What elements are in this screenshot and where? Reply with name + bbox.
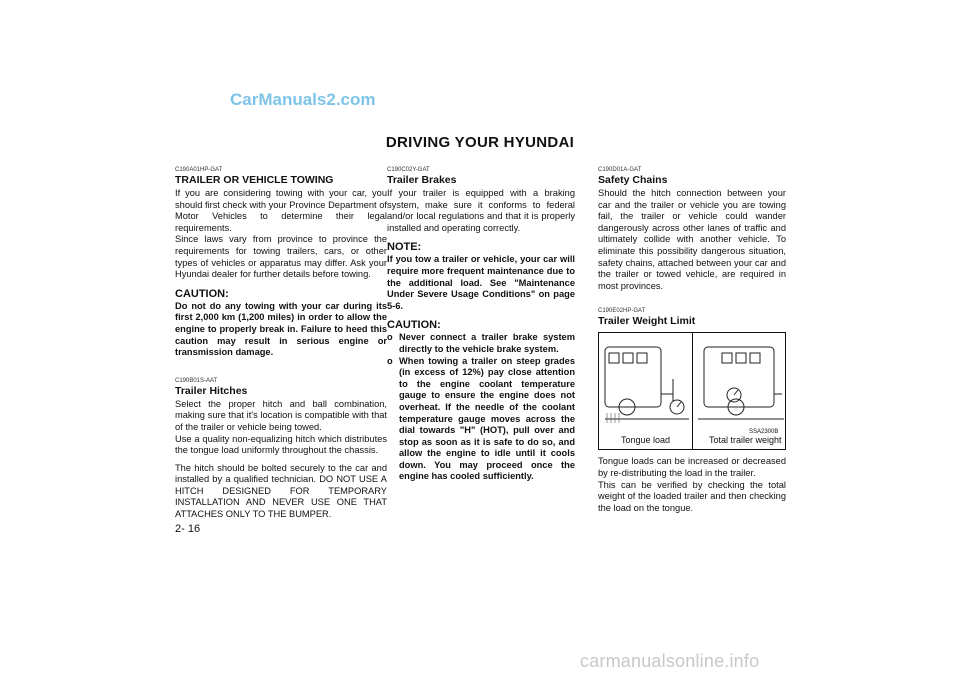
section-heading: Safety Chains — [598, 174, 668, 186]
figure-code: SSA2300B — [749, 429, 779, 436]
section-code: C190E02HP-GAT — [598, 308, 646, 315]
list-item: o When towing a trailer on steep grades (in excess of 12%) pay close attention to the engine coolant temperature gauge to ensure the engine does not overheat. If the needle of the coolant temperature gauge moves across the dial towards "H" (HOT), pull over and stop as soon as it is safe to do so, and allow the engine to idle until it cools down. You may proceed once the engine has cooled sufficiently. — [387, 356, 575, 484]
figure-divider — [692, 333, 693, 449]
section-code: C190B01S-AAT — [175, 377, 218, 384]
watermark-top[interactable]: CarManuals2.com — [230, 90, 376, 109]
section-safety-chains — [598, 166, 786, 292]
total-weight-illustration — [694, 339, 786, 431]
section-heading: Trailer Weight Limit — [598, 315, 696, 328]
caption-total-weight: Total trailer weight — [709, 435, 782, 446]
section-hitches — [175, 377, 387, 521]
paragraph: The hitch should be bolted securely to the car and installed by a qualified technician. DO NOT USE A HITCH DESIGNED FOR TEMPORARY INSTALLATION AND NEVER USE ONE THAT ATTACHES ONLY TO THE BUMPER. — [175, 462, 387, 520]
watermark-bottom[interactable]: carmanualsonline.info — [580, 651, 760, 671]
note-label: NOTE: — [387, 241, 422, 254]
column-left — [175, 166, 387, 521]
section-code: C190D01A-GAT — [598, 167, 642, 173]
caution-label: CAUTION: — [175, 287, 229, 300]
paragraph: Since laws vary from province to province the requirements for towing trailers, cars, or other types of vehicles or apparatus may differ. Ask your Hyundai dealer for further details before towing. — [175, 234, 387, 280]
page-header: DRIVING YOUR HYUNDAI — [385, 134, 575, 151]
paragraph: Use a quality non-equalizing hitch which distributes the tongue load uniformly throughout the chassis. — [175, 433, 387, 456]
trailer-weight-figure — [598, 332, 786, 450]
note-text: If you tow a trailer or vehicle, your car will require more frequent maintenance due to the additional load. See "Maintenance Under Severe Usage Conditions" on page 5-6. — [387, 254, 575, 311]
list-item: o Never connect a trailer brake system directly to the vehicle brake system. — [387, 332, 575, 355]
caution-label: CAUTION: — [387, 319, 441, 332]
column-right — [598, 166, 786, 514]
section-code: C190C02Y-GAT — [387, 167, 430, 173]
paragraph: If you are considering towing with your car, you should first check with your Province Department of Motor Vehicles to determine their legal requirements. — [175, 188, 387, 233]
paragraph: This can be verified by checking the total weight of the loaded trailer and then checking the load on the tongue. — [598, 479, 786, 513]
paragraph: Should the hitch connection between your car and the trailer or vehicle you are towing fail, the trailer or vehicle could wander dangerously across other lanes of traffic and ultimately collide with another vehicle. To eliminate this possibility dangerous situation, safety chains, attached between your car and the trailer or towed vehicle, are required in most provinces. — [598, 188, 786, 291]
paragraph: If your trailer is equipped with a braking system, make sure it conforms to federal and/or local regulations and that it is properly installed and operating correctly. — [387, 188, 575, 233]
section-heading: Trailer Brakes — [387, 174, 457, 186]
section-trailer-weight — [598, 307, 786, 514]
tongue-load-illustration — [599, 339, 691, 431]
section-towing — [175, 166, 387, 359]
caution-list — [387, 332, 575, 483]
section-brakes — [387, 166, 575, 483]
section-heading: TRAILER OR VEHICLE TOWING — [175, 174, 334, 186]
section-code: C190A01HP-GAT — [175, 167, 223, 173]
page-number: 2- 16 — [175, 523, 201, 535]
paragraph: Tongue loads can be increased or decreased by re-distributing the load in the trailer. — [598, 456, 786, 478]
caution-text: Do not do any towing with your car during its first 2,000 km (1,200 miles) in order to allow the engine to properly break in. Failure to heed this caution may result in serious engine or transmission damage. — [175, 300, 387, 358]
column-middle — [387, 166, 575, 483]
section-heading: Trailer Hitches — [175, 384, 248, 397]
caption-tongue-load: Tongue load — [621, 435, 671, 446]
paragraph: Select the proper hitch and ball combination, making sure that it's location is compatible with that of the trailer or vehicle being towed. — [175, 398, 387, 432]
